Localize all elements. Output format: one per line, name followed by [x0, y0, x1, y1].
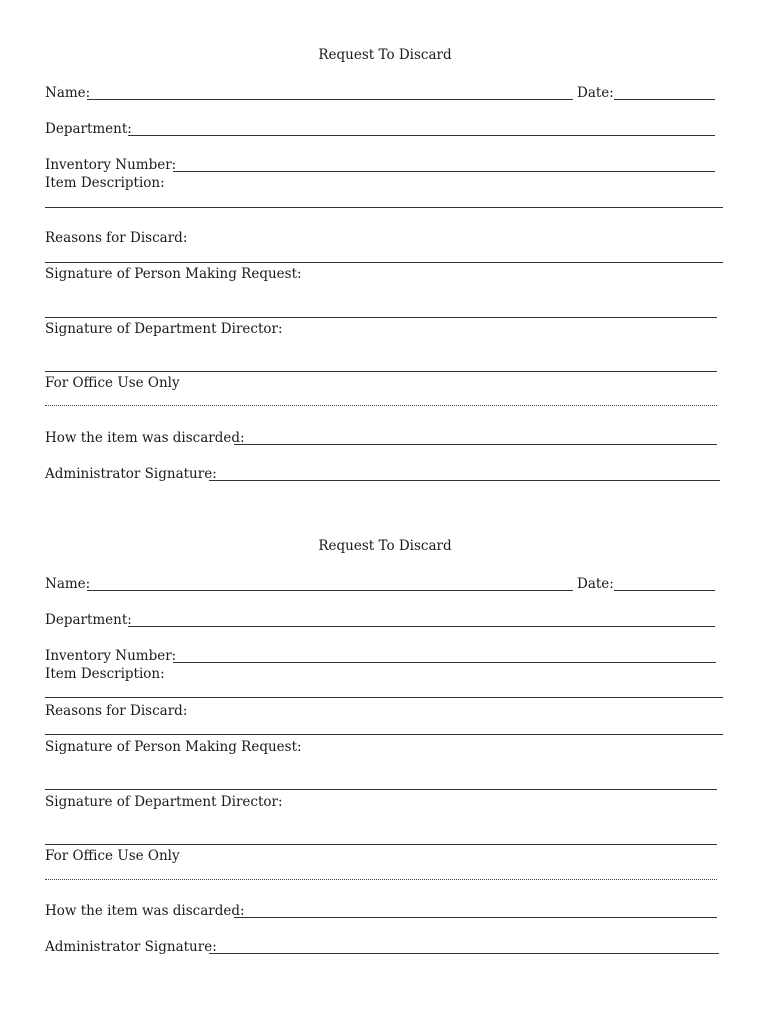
form-title: Request To Discard	[318, 47, 452, 63]
reasons-label: Reasons for Discard:	[45, 230, 188, 246]
requester-signature-label: Signature of Person Making Request:	[45, 266, 302, 282]
item-description-label: Item Description:	[45, 175, 165, 191]
discard-method-field[interactable]	[234, 444, 717, 445]
reasons-label: Reasons for Discard:	[45, 703, 188, 719]
discard-request-form-2	[0, 491, 770, 971]
date-field[interactable]	[614, 99, 715, 100]
admin-signature-label: Administrator Signature:	[45, 466, 217, 482]
requester-signature-label: Signature of Person Making Request:	[45, 739, 302, 755]
inventory-number-field[interactable]	[173, 171, 715, 172]
department-label: Department:	[45, 121, 132, 137]
name-field[interactable]	[87, 99, 573, 100]
item-description-field[interactable]	[45, 697, 723, 698]
date-label: Date:	[577, 576, 614, 592]
name-field[interactable]	[87, 590, 573, 591]
name-label: Name:	[45, 85, 91, 101]
director-signature-field[interactable]	[45, 844, 717, 845]
director-signature-field[interactable]	[45, 371, 717, 372]
department-field[interactable]	[128, 135, 715, 136]
reasons-field[interactable]	[45, 734, 723, 735]
date-field[interactable]	[614, 590, 715, 591]
reasons-field[interactable]	[45, 262, 723, 263]
form-title: Request To Discard	[318, 538, 452, 554]
admin-signature-field[interactable]	[209, 480, 720, 481]
department-field[interactable]	[128, 626, 715, 627]
requester-signature-field[interactable]	[45, 789, 717, 790]
discard-method-label: How the item was discarded:	[45, 903, 245, 919]
requester-signature-field[interactable]	[45, 317, 717, 318]
discard-method-label: How the item was discarded:	[45, 430, 245, 446]
admin-signature-field[interactable]	[209, 953, 719, 954]
discard-method-field[interactable]	[234, 917, 717, 918]
inventory-number-field[interactable]	[173, 662, 716, 663]
discard-request-form-1	[0, 0, 770, 480]
office-use-heading: For Office Use Only	[45, 848, 180, 864]
office-use-divider	[45, 405, 717, 406]
office-use-divider	[45, 879, 717, 880]
inventory-number-label: Inventory Number:	[45, 157, 177, 173]
director-signature-label: Signature of Department Director:	[45, 321, 283, 337]
date-label: Date:	[577, 85, 614, 101]
department-label: Department:	[45, 612, 132, 628]
director-signature-label: Signature of Department Director:	[45, 794, 283, 810]
item-description-label: Item Description:	[45, 666, 165, 682]
office-use-heading: For Office Use Only	[45, 375, 180, 391]
item-description-field[interactable]	[45, 207, 723, 208]
name-label: Name:	[45, 576, 91, 592]
inventory-number-label: Inventory Number:	[45, 648, 177, 664]
admin-signature-label: Administrator Signature:	[45, 939, 217, 955]
